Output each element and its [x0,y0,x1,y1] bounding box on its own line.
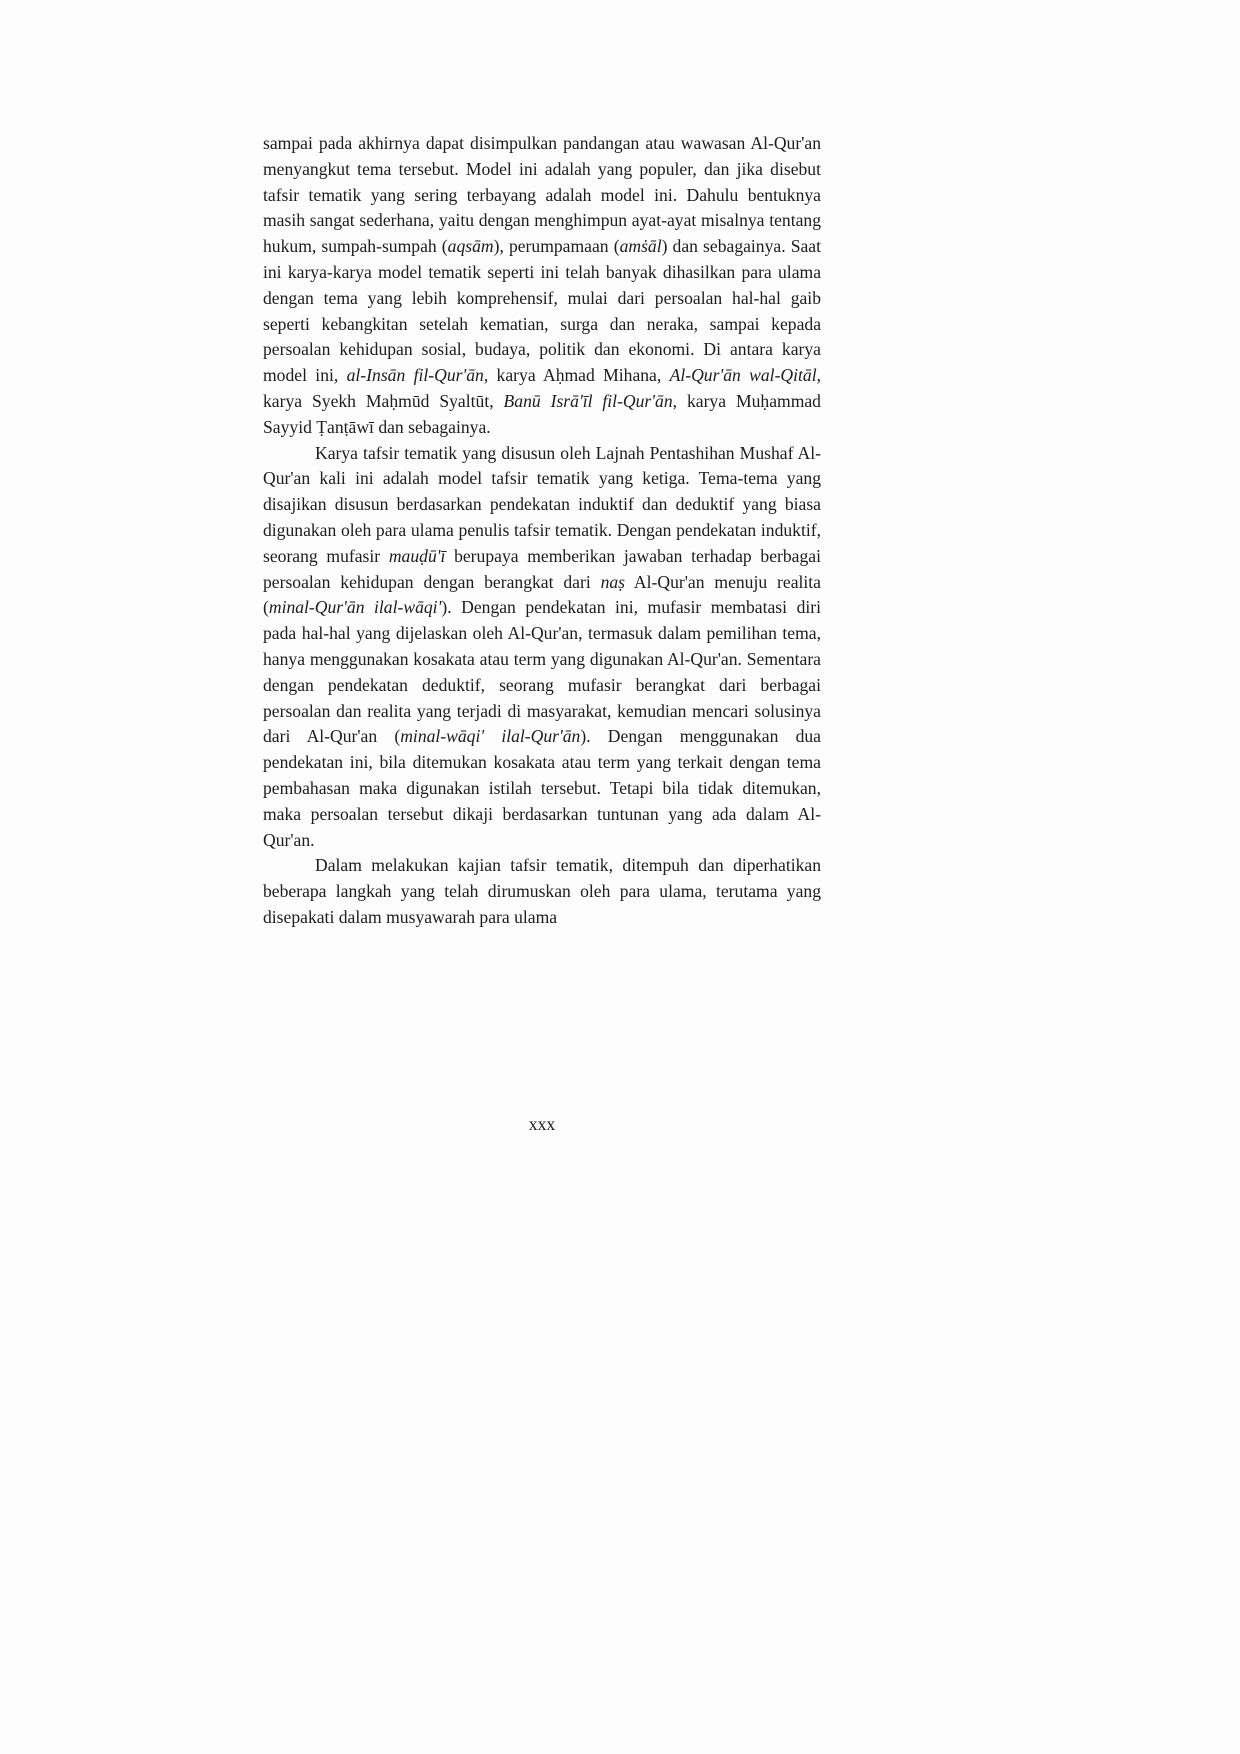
italic-term: minal-wāqi' ilal-Qur'ān [400,726,581,747]
italic-term: mauḍū'ī [388,545,446,566]
page-number: xxx [528,1114,556,1134]
text-segment: sampai pada akhirnya dapat disimpulkan pandangan atau wawasan Al-Qur'an menyangkut tema tersebut. Model ini adalah yang populer, dan jika disebut tafsir tematik yang sering terbayang adalah model ini. Dahulu bentuknya masih sangat sederhana, yaitu dengan menghimpun ayat-ayat misalnya tentang hukum, sumpah-sumpah ( [263,133,821,257]
italic-term: Al-Qur'ān wal-Qitāl [669,365,817,386]
text-segment: ) dan sebagainya. Saat ini karya-karya model tematik seperti ini telah banyak dihasilkan para ulama dengan tema yang lebih komprehensif, mulai dari persoalan hal-hal gaib seperti kebangkitan setelah kematian, surga dan neraka, sampai kepada persoalan kehidupan sosial, budaya, politik dan ekonomi. Di antara karya model ini, [263,236,821,386]
text-segment: berupaya memberikan jawaban terhadap berbagai persoalan kehidupan dengan berangkat dari [263,545,821,592]
text-segment: Al-Qur'an menuju realita ( [263,571,821,618]
text-segment: Karya tafsir tematik yang disusun oleh Lajnah Pentashihan Mushaf Al-Qur'an kali ini adalah model tafsir tematik yang ketiga. Tema-tema yang disajikan disusun berdasarkan pendekatan induktif dan deduktif yang biasa digunakan oleh para ulama penulis tafsir tematik. Dengan pendekatan induktif, seorang mufasir [263,442,821,566]
italic-term: al-Insān fil-Qur'ān [346,365,484,386]
text-block [263,131,821,931]
italic-term: naṣ [600,571,626,592]
paragraph [263,131,821,441]
text-segment: , karya Muḥammad Sayyid Ṭanṭāwī dan sebagainya. [263,390,821,437]
text-segment: ), perumpamaan ( [493,236,620,257]
paragraph [263,441,821,854]
text-segment: , karya Aḥmad Mihana, [483,365,670,386]
paragraph [263,853,821,930]
italic-term: Banū Isrā'īl fil-Qur'ān [503,390,673,411]
text-segment: ). Dengan menggunakan dua pendekatan ini, bila ditemukan kosakata atau term yang terkait dengan tema pembahasan maka digunakan istilah tersebut. Tetapi bila tidak ditemukan, maka persoalan tersebut dikaji berdasarkan tuntunan yang ada dalam Al-Qur'an. [263,726,821,850]
text-segment: ). Dengan pendekatan ini, mufasir membatasi diri pada hal-hal yang dijelaskan oleh Al-Qur'an, termasuk dalam pemilihan tema, hanya menggunakan kosakata atau term yang digunakan Al-Qur'an. Sementara dengan pendekatan deduktif, seorang mufasir berangkat dari berbagai persoalan dan realita yang terjadi di masyarakat, kemudian mencari solusinya dari Al-Qur'an ( [263,597,821,747]
italic-term: aqsām [447,236,494,257]
italic-term: amṡāl [619,236,662,257]
text-segment: Dalam melakukan kajian tafsir tematik, ditempuh dan diperhatikan beberapa langkah yang telah dirumuskan oleh para ulama, terutama yang disepakati dalam musyawarah para ulama [263,855,821,927]
text-segment: , karya Syekh Maḥmūd Syaltūt, [263,365,821,411]
italic-term: minal-Qur'ān ilal-wāqi' [268,597,442,618]
